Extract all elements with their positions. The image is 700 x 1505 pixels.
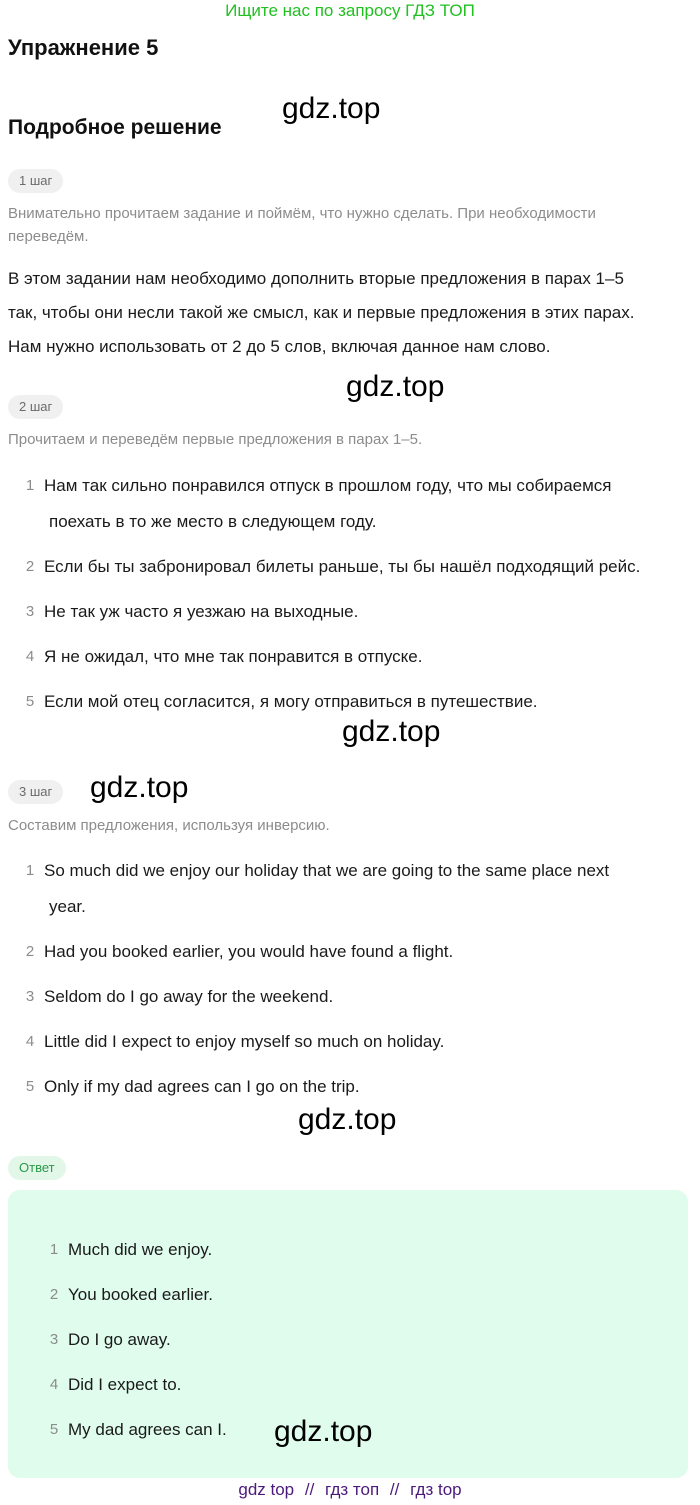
footer-link[interactable]: гдз top (410, 1480, 462, 1499)
list-item-text: Did I expect to. (68, 1375, 182, 1394)
list-item-text: Если мой отец согласится, я могу отправиться в путешествие. (44, 692, 538, 711)
step-1-text (8, 262, 696, 364)
list-item-text: Much did we enjoy. (68, 1240, 213, 1259)
list-item-number: 1 (49, 1241, 59, 1258)
list-item-text: поехать в то же место в следующем году. (49, 512, 377, 531)
step-2-hint: Прочитаем и переведём первые предложения в парах 1–5. (8, 431, 423, 448)
list-item-number: 3 (25, 603, 35, 620)
list-item-text: Do I go away. (68, 1330, 171, 1349)
list-item-text: Seldom do I go away for the weekend. (44, 987, 334, 1006)
step-3-badge: 3 шаг (8, 780, 63, 804)
solution-title: Подробное решение (8, 116, 222, 139)
list-item-text: year. (49, 897, 86, 916)
exercise-title: Упражнение 5 (8, 35, 159, 60)
list-item-number: 2 (49, 1286, 59, 1303)
step-1-text-line: В этом задании нам необходимо дополнить вторые предложения в парах 1–5 (8, 269, 624, 288)
list-item-number: 5 (49, 1421, 59, 1438)
list-item (0, 979, 700, 1024)
step-2-list (0, 468, 700, 729)
list-item-number: 2 (25, 558, 35, 575)
footer-link[interactable]: гдз топ (325, 1480, 380, 1499)
step-1-text-line: Нам нужно использовать от 2 до 5 слов, включая данное нам слово. (8, 337, 551, 356)
step-1-badge: 1 шаг (8, 169, 63, 193)
footer-separator: // (304, 1480, 315, 1499)
list-item-number: 1 (25, 862, 35, 879)
list-item-number: 3 (25, 988, 35, 1005)
list-item-number: 4 (25, 1033, 35, 1050)
list-item-text: My dad agrees can I. (68, 1420, 227, 1439)
list-item (0, 853, 700, 934)
watermark: gdz.top (90, 771, 189, 804)
list-item-text: You booked earlier. (68, 1285, 213, 1304)
list-item (0, 549, 700, 594)
list-item (0, 639, 700, 684)
list-item-text: Я не ожидал, что мне так понравится в отпуске. (44, 647, 423, 666)
list-item-number: 1 (25, 477, 35, 494)
watermark: gdz.top (282, 92, 381, 125)
watermark: gdz.top (346, 370, 445, 403)
list-item (0, 594, 700, 639)
answer-badge: Ответ (8, 1156, 66, 1180)
search-banner[interactable]: Ищите нас по запросу ГДЗ ТОП (225, 1, 475, 20)
list-item (8, 1367, 688, 1412)
step-1-text-line: так, чтобы они несли такой же смысл, как и первые предложения в этих парах. (8, 303, 635, 322)
list-item-text: Не так уж часто я уезжаю на выходные. (44, 602, 359, 621)
step-1-hint-line: переведём. (8, 228, 89, 245)
footer-links (0, 1478, 700, 1502)
step-1-hint-line: Внимательно прочитаем задание и поймём, что нужно сделать. При необходимости (8, 205, 596, 222)
step-3-hint: Составим предложения, используя инверсию. (8, 817, 330, 834)
footer-separator: // (389, 1480, 400, 1499)
list-item-number: 5 (25, 693, 35, 710)
watermark: gdz.top (298, 1103, 397, 1136)
list-item-text: Нам так сильно понравился отпуск в прошлом году, что мы собираемся (44, 476, 612, 495)
list-item (8, 1322, 688, 1367)
list-item-number: 3 (49, 1331, 59, 1348)
watermark: gdz.top (274, 1415, 373, 1448)
list-item-text: Only if my dad agrees can I go on the trip. (44, 1077, 360, 1096)
list-item (0, 1024, 700, 1069)
list-item (8, 1277, 688, 1322)
list-item-number: 4 (49, 1376, 59, 1393)
watermark: gdz.top (342, 715, 441, 748)
list-item (0, 934, 700, 979)
step-1-hint (8, 202, 688, 248)
list-item-text: So much did we enjoy our holiday that we are going to the same place next (44, 861, 610, 880)
list-item-number: 2 (25, 943, 35, 960)
footer-link[interactable]: gdz top (238, 1480, 295, 1499)
list-item (8, 1232, 688, 1277)
step-3-list (0, 853, 700, 1114)
list-item-number: 5 (25, 1078, 35, 1095)
step-2-badge: 2 шаг (8, 395, 63, 419)
list-item-number: 4 (25, 648, 35, 665)
list-item-text: Если бы ты забронировал билеты раньше, ты бы нашёл подходящий рейс. (44, 557, 641, 576)
list-item-text: Had you booked earlier, you would have found a flight. (44, 942, 454, 961)
list-item (0, 468, 700, 549)
list-item-text: Little did I expect to enjoy myself so much on holiday. (44, 1032, 445, 1051)
